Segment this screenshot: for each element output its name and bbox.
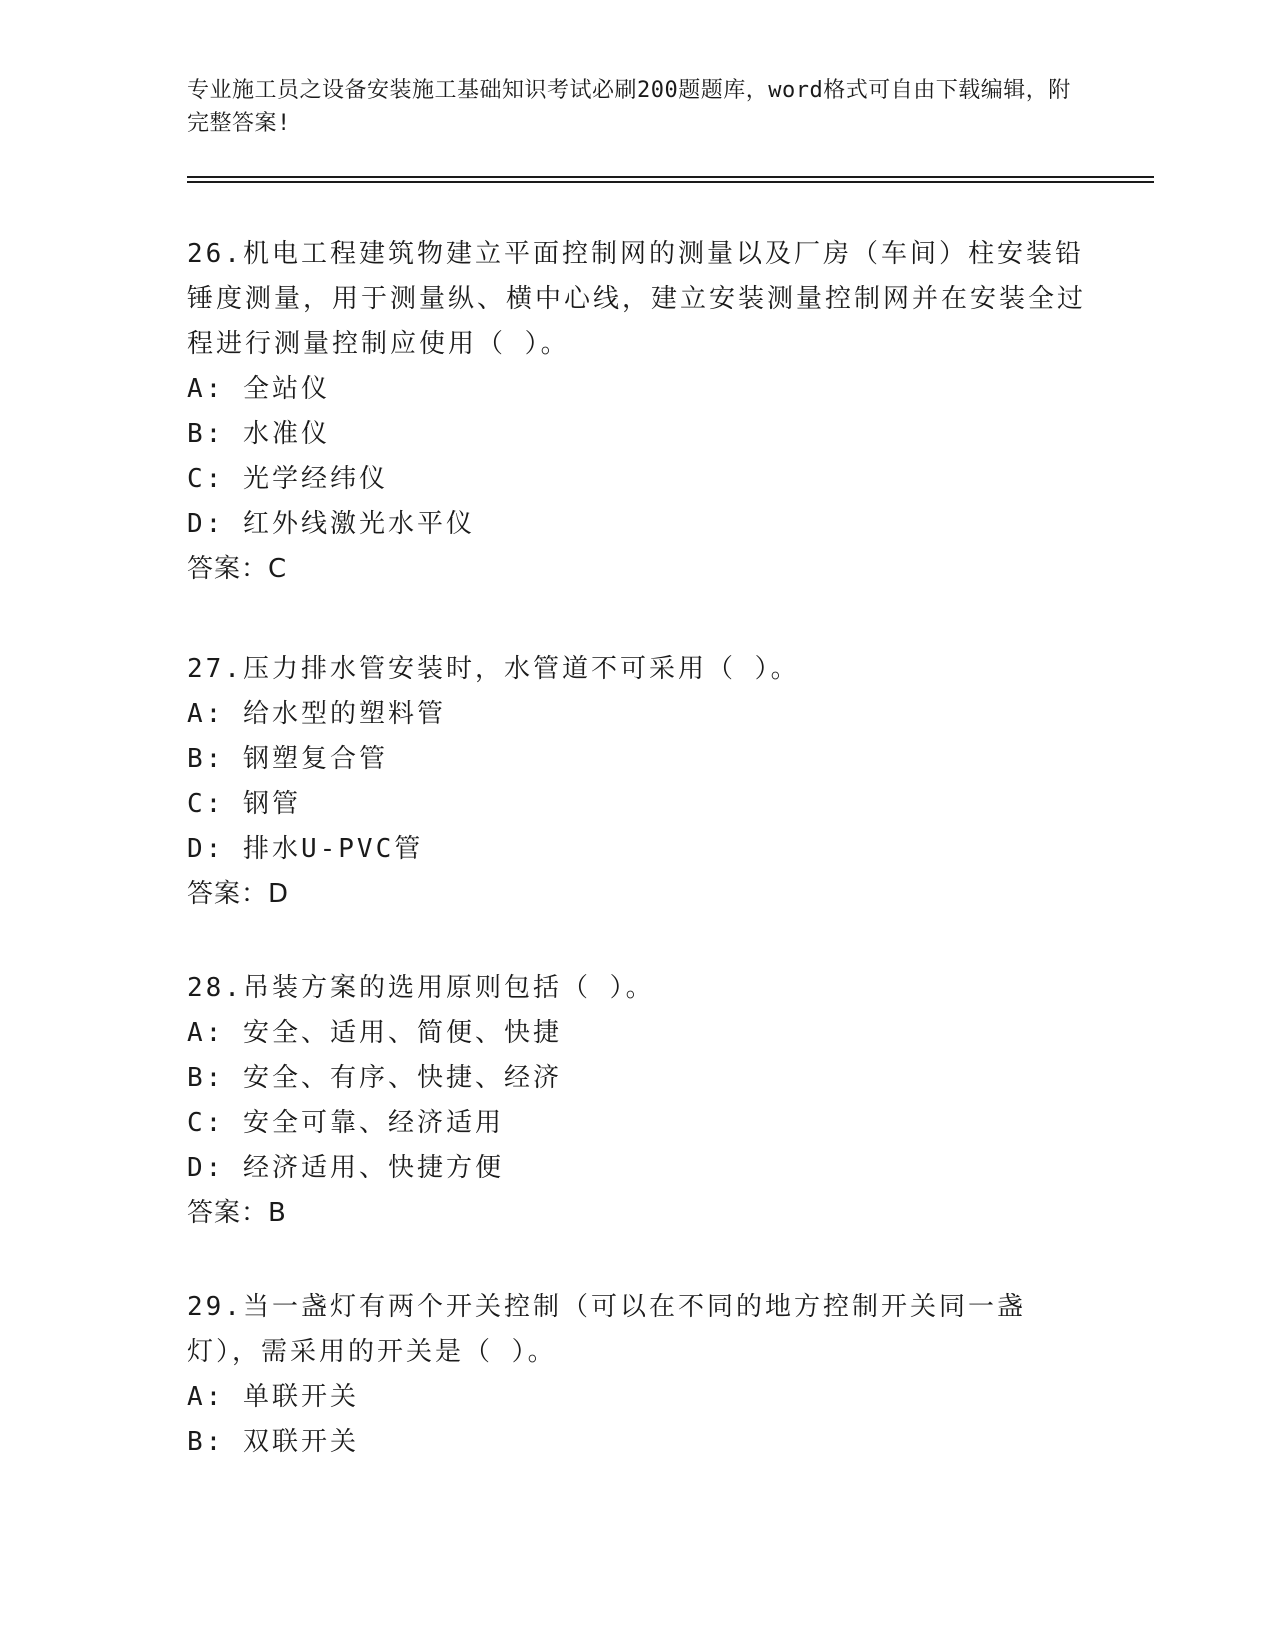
- answer: 答案：B: [187, 1198, 287, 1228]
- option-a: A: 给水型的塑料管: [187, 699, 446, 729]
- header-divider-bottom: [187, 181, 1154, 183]
- option-a: A: 安全、适用、简便、快捷: [187, 1018, 562, 1048]
- option-a: A: 单联开关: [187, 1382, 359, 1412]
- question-26: [187, 232, 1087, 592]
- question-stem: 28.吊装方案的选用原则包括（ ）。: [187, 973, 655, 1003]
- question-28: [187, 966, 1087, 1236]
- option-b: B: 安全、有序、快捷、经济: [187, 1063, 562, 1093]
- option-a: A: 全站仪: [187, 374, 330, 404]
- option-d: D: 经济适用、快捷方便: [187, 1153, 504, 1183]
- question-stem: 26.机电工程建筑物建立平面控制网的测量以及厂房（车间）柱安装铅锤度测量，用于测量纵、横中心线，建立安装测量控制网并在安装全过程进行测量控制应使用（ ）。: [187, 239, 1087, 359]
- question-27: [187, 647, 1087, 917]
- question-29: [187, 1285, 1087, 1465]
- answer: 答案：C: [187, 554, 288, 584]
- option-d: D: 排水U-PVC管: [187, 834, 424, 864]
- option-b: B: 双联开关: [187, 1427, 359, 1457]
- document-header: [187, 74, 1087, 140]
- option-c: C: 安全可靠、经济适用: [187, 1108, 504, 1138]
- question-stem: 27.压力排水管安装时，水管道不可采用（ ）。: [187, 654, 800, 684]
- header-divider-top: [187, 176, 1154, 178]
- option-d: D: 红外线激光水平仪: [187, 509, 475, 539]
- option-c: C: 钢管: [187, 789, 301, 819]
- option-b: B: 水准仪: [187, 419, 330, 449]
- question-stem: 29.当一盏灯有两个开关控制（可以在不同的地方控制开关同一盏灯），需采用的开关是（ ）。: [187, 1292, 1026, 1367]
- header-title: 专业施工员之设备安装施工基础知识考试必刷200题题库，word格式可自由下载编辑，附完整答案!: [187, 78, 1071, 136]
- option-c: C: 光学经纬仪: [187, 464, 388, 494]
- option-b: B: 钢塑复合管: [187, 744, 388, 774]
- answer: 答案：D: [187, 879, 290, 909]
